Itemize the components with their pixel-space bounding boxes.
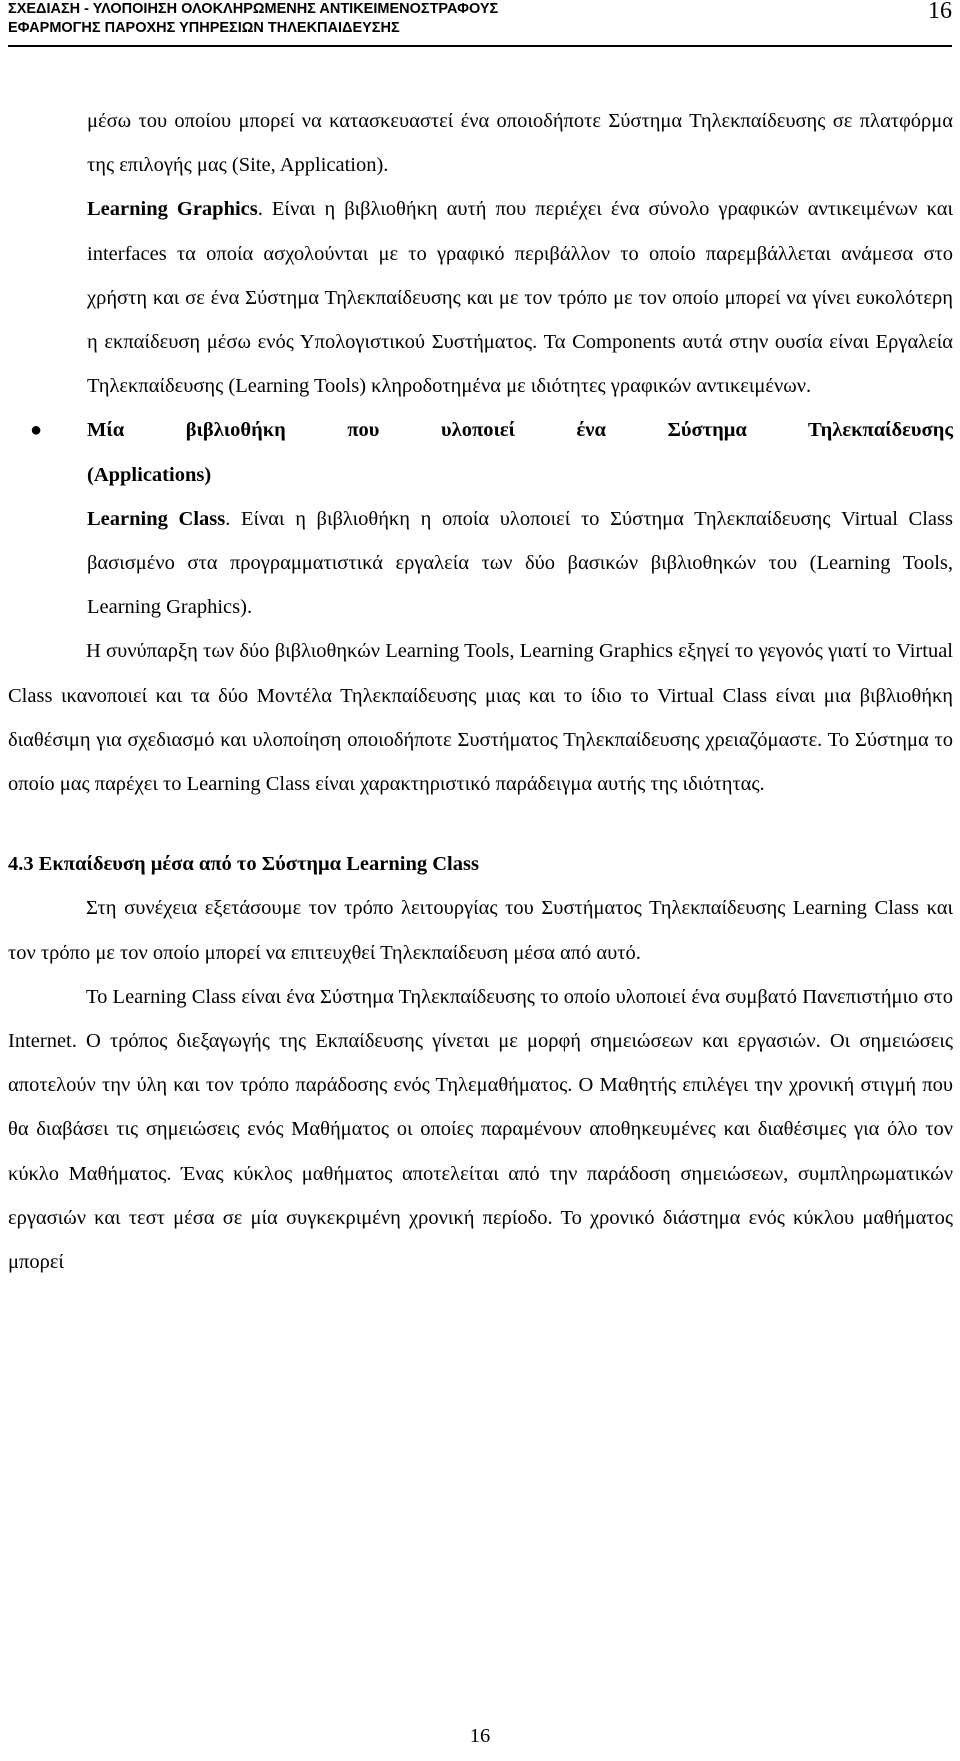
- header-title-line2: ΕΦΑΡΜΟΓΗΣ ΠΑΡΟΧΗΣ ΥΠΗΡΕΣΙΩΝ ΤΗΛΕΚΠΑΙΔΕΥΣΗΣ: [8, 20, 400, 36]
- header-title-line1: ΣΧΕΔΙΑΣΗ - ΥΛΟΠΟΙΗΣΗ ΟΛΟΚΛΗΡΩΜΕΝΗΣ ΑΝΤΙΚΕΙΜΕΝΟΣΤΡΑΦΟΥΣ: [8, 1, 499, 17]
- paragraph-learning-class: [87, 497, 953, 630]
- footer-page-number: 16: [469, 1725, 491, 1747]
- section-title: 4.3 Εκπαίδευση μέσα από το Σύστημα Learning Class: [8, 853, 479, 876]
- page-body: [8, 99, 953, 1284]
- header-page-number: 16: [928, 0, 952, 24]
- paragraph-learning-class-text: . Είναι η βιβλιοθήκη η οποία υλοποιεί το Σύστημα Τηλεκπαίδευσης Virtual Class βασισμένο στα προγραμματιστικά εργαλεία των δύο βασικών βιβλιοθηκών του (Learning Tools, Learning Graphics).: [87, 507, 953, 619]
- term-learning-class: Learning Class: [87, 507, 226, 530]
- paragraph-learning-graphics-text: . Είναι η βιβλιοθήκη αυτή που περιέχει ένα σύνολο γραφικών αντικειμένων και interfaces τα οποία ασχολούνται με το γραφικό περιβάλλον το οποίο παρεμβάλλεται ανάμεσα στο χρήστη και σε ένα Σύστημα Τηλεκπαίδευσης και με τον τρόπο με τον οποίο μπορεί να γίνει ευκολότερη η εκπαίδευση μέσω ενός Υπολογιστικού Συστήματος. Τα Components αυτά στην ουσία είναι Εργαλεία Τηλεκπαίδευσης (Learning Tools) κληροδοτημένα με ιδιότητες γραφικών αντικειμένων.: [87, 198, 953, 398]
- paragraph-learning-class-description: Το Learning Class είναι ένα Σύστημα Τηλεκπαίδευσης το οποίο υλοποιεί ένα συμβατό Πανεπιστήμιο στο Internet. Ο τρόπος διεξαγωγής της Εκπαίδευσης γίνεται με μορφή σημειώσεων και εργασιών. Οι σημειώσεις αποτελούν την ύλη και τον τρόπο παράδοσης ενός Τηλεμαθήματος. Ο Μαθητής επιλέγει την χρονική στιγμή που θα διαβάσει τις σημειώσεις ενός Μαθήματος οι οποίες παραμένουν αποθηκευμένες και διαθέσιμες για όλο τον κύκλο Μαθήματος. Ένας κύκλος μαθήματος αποτελείται από την παράδοση σημειώσεων, συμπληρωματικών εργασιών και τεστ μέσα σε μία συγκεκριμένη χρονική περίοδο. Το χρονικό διάστημα ενός κύκλου μαθήματος μπορεί: [8, 985, 953, 1274]
- paragraph-platform: μέσω του οποίου μπορεί να κατασκευαστεί ένα οποιοδήποτε Σύστημα Τηλεκπαίδευσης σε πλατφόρμα της επιλογής μας (Site, Application).: [87, 110, 953, 177]
- header-rule: [8, 45, 952, 47]
- term-learning-graphics: Learning Graphics: [87, 198, 258, 221]
- paragraph-coexistence: Η συνύπαρξη των δύο βιβλιοθηκών Learning Tools, Learning Graphics εξηγεί το γεγονός γιατί το Virtual Class ικανοποιεί και τα δύο Μοντέλα Τηλεκπαίδευσης μιας και το ίδιο το Virtual Class είναι μια βιβλιοθήκη διαθέσιμη για σχεδιασμό και υλοποίηση οποιοδήποτε Συστήματος Τηλεκπαίδευσης χρειαζόμαστε. Το Σύστημα το οποίο μας παρέχει το Learning Class είναι χαρακτηριστικό παράδειγμα αυτής της ιδιότητας.: [8, 640, 953, 796]
- paragraph-learning-graphics: [87, 187, 953, 408]
- bullet-icon: ●: [30, 419, 43, 442]
- list-item-applications: [30, 408, 953, 496]
- page-header: [8, 0, 952, 38]
- list-continuation: [30, 99, 953, 629]
- paragraph-operation: Στη συνέχεια εξετάσουμε τον τρόπο λειτουργίας του Συστήματος Τηλεκπαίδευσης Learning Class και τον τρόπο με τον οποίο μπορεί να επιτευχθεί Τηλεκπαίδευση μέσα από αυτό.: [8, 897, 953, 964]
- list-item-subtitle: (Applications): [87, 463, 212, 486]
- list-item-title: Μία βιβλιοθήκη που υλοποιεί ένα Σύστημα Τηλεκπαίδευσης: [87, 419, 953, 442]
